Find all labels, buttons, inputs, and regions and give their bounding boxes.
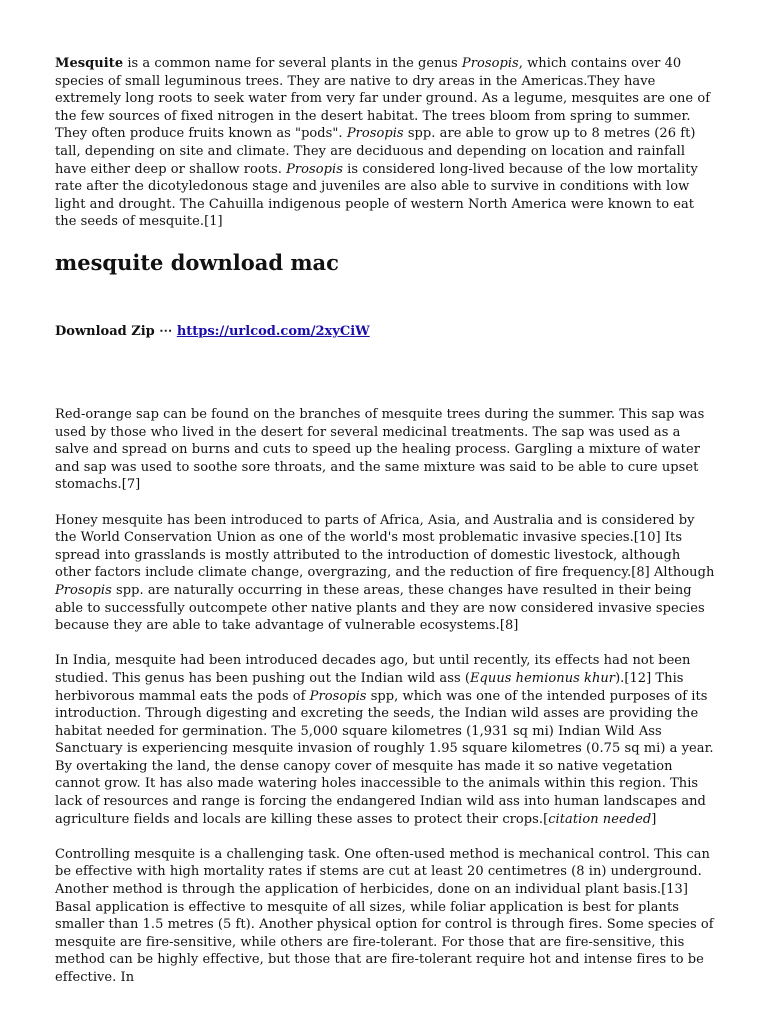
download-label: Download Zip ⋯ xyxy=(55,324,177,339)
paragraph-text: ] xyxy=(651,811,657,827)
paragraph-control: Controlling mesquite is a challenging task. One often-used method is mechanical control. This can be effective with high mortality rates if stems are cut at least 20 centimetres (8 in) underground. Another method is through the application of herbicides, done on an individual plant basis.[13] Basal application is effective to mesquite of all sizes, while foliar application is best for plants smaller than 1.5 metres (5 ft). Another physical option for control is through fires. Some species of mesquite are fire-sensitive, while others are fire-tolerant. For those that are fire-sensitive, this method can be highly effective, but those that are fire-tolerant require hot and intense fires to be effective. In xyxy=(55,846,714,985)
intro-text-3: spp. are able to grow up to 8 metres (26 ft) tall, depending on site and climate. They are deciduous and depending on location and rainfall have either deep or shallow roots. xyxy=(55,126,696,177)
paragraph-sap: Red-orange sap can be found on the branches of mesquite trees during the summer. This sap was used by those who lived in the desert for several medicinal treatments. The sap was used as a salve and spread on burns and cuts to speed up the healing process. Gargling a mixture of water and sap was used to soothe sore throats, and the same mixture was said to be able to cure upset stomachs.[7] xyxy=(55,407,705,493)
genus-italic: Prosopis xyxy=(286,161,343,177)
paragraph-text: ).[12] This herbivorous mammal eats the pods of xyxy=(55,670,684,704)
document-page xyxy=(55,55,715,985)
genus-italic: Prosopis xyxy=(461,56,519,71)
citation-needed: citation needed xyxy=(548,811,652,827)
species-italic: Equus hemionus khur xyxy=(469,670,616,686)
genus-italic: Prosopis xyxy=(309,688,367,704)
genus-italic: Prosopis xyxy=(55,582,112,598)
page-heading: mesquite download mac xyxy=(55,250,339,275)
intro-text-1: is a common name for several plants in the genus xyxy=(123,56,462,71)
paragraph-text: In India, mesquite had been introduced decades ago, but until recently, its effects had not been studied. This genus has been pushing out the Indian wild ass ( xyxy=(55,653,691,686)
paragraph-text: spp, which was one of the intended purposes of its introduction. Through digesting and excreting the seeds, the Indian wild asses are providing the habitat needed for germination. The 5,000 square kilometres (1,931 sq mi) Indian Wild Ass Sanctuary is experiencing mesquite invasion of roughly 1.95 square kilometres (0.75 sq mi) a year. By overtaking the land, the dense canopy cover of mesquite has made it so native vegetation cannot grow. It has also made watering holes inaccessible to the animals within this region. This lack of resources and range is forcing the endangered Indian wild ass into human landscapes and agriculture fields and locals are killing these asses to protect their crops.[ xyxy=(55,688,714,827)
body-paragraphs xyxy=(55,406,715,1004)
paragraph-text: spp. are naturally occurring in these areas, these changes have resulted in their being able to successfully outcompete other native plants and they are now considered invasive species because they are able to take advantage of vulnerable ecosystems.[8] xyxy=(55,582,705,634)
intro-text-2: , which contains over 40 species of small leguminous trees. They are native to dry areas in the Americas.They have extremely long roots to seek water from very far under ground. As a legume, mesquites are one of the few sources of fixed nitrogen in the desert habitat. The trees bloom from spring to summer. They often produce fruits known as "pods". xyxy=(55,56,711,142)
paragraph-india xyxy=(55,652,715,828)
intro-paragraph xyxy=(55,55,715,231)
paragraph-invasive xyxy=(55,512,715,635)
paragraph-text: Honey mesquite has been introduced to parts of Africa, Asia, and Australia and is considered by the World Conservation Union as one of the world's most problematic invasive species.[10] Its spread into grasslands is mostly attributed to the introduction of domestic livestock, although other factors include climate change, overgrazing, and the reduction of fire frequency.[8] Although xyxy=(55,512,715,581)
download-link[interactable]: https://urlcod.com/2xyCiW xyxy=(176,324,370,339)
term-mesquite: Mesquite xyxy=(55,56,124,71)
download-line xyxy=(55,323,370,341)
intro-text-4: is considered long-lived because of the low mortality rate after the dicotyledonous stage and juveniles are also able to survive in conditions with low light and drought. The Cahuilla indigenous people of western North America were known to eat the seeds of mesquite.[1] xyxy=(55,161,698,230)
genus-italic: Prosopis xyxy=(346,126,404,142)
